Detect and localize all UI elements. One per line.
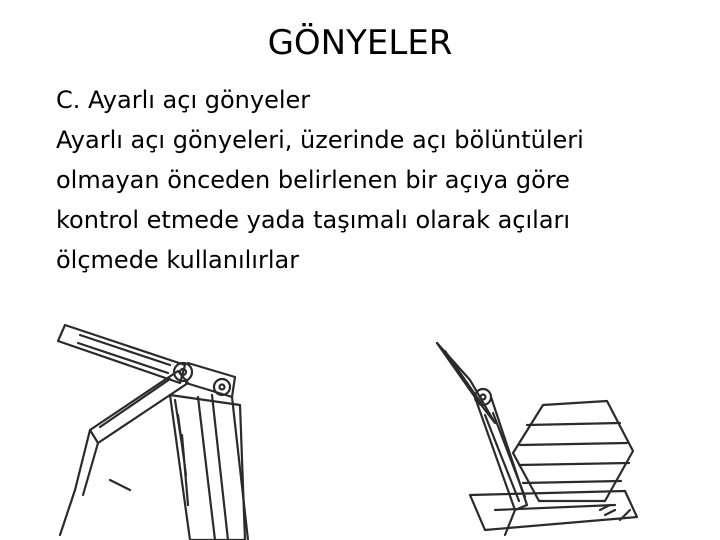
adjustable-bevel-on-hexagon-icon bbox=[415, 305, 715, 540]
adjustable-bevel-on-wedge-icon bbox=[50, 305, 310, 540]
section-heading: C. Ayarlı açı gönyeler bbox=[56, 86, 311, 114]
slide-body bbox=[56, 80, 696, 280]
bevel-on-hexagon-illustration bbox=[415, 305, 715, 540]
bevel-on-wedge-illustration bbox=[50, 305, 310, 540]
description-paragraph: Ayarlı açı gönyeleri, üzerinde açı bölüntüleri olmayan önceden belirlenen bir açıya göre kontrol etmede yada taşımalı olarak açıları ölçmede kullanılırlar bbox=[56, 126, 584, 274]
slide-title: GÖNYELER bbox=[267, 23, 453, 63]
